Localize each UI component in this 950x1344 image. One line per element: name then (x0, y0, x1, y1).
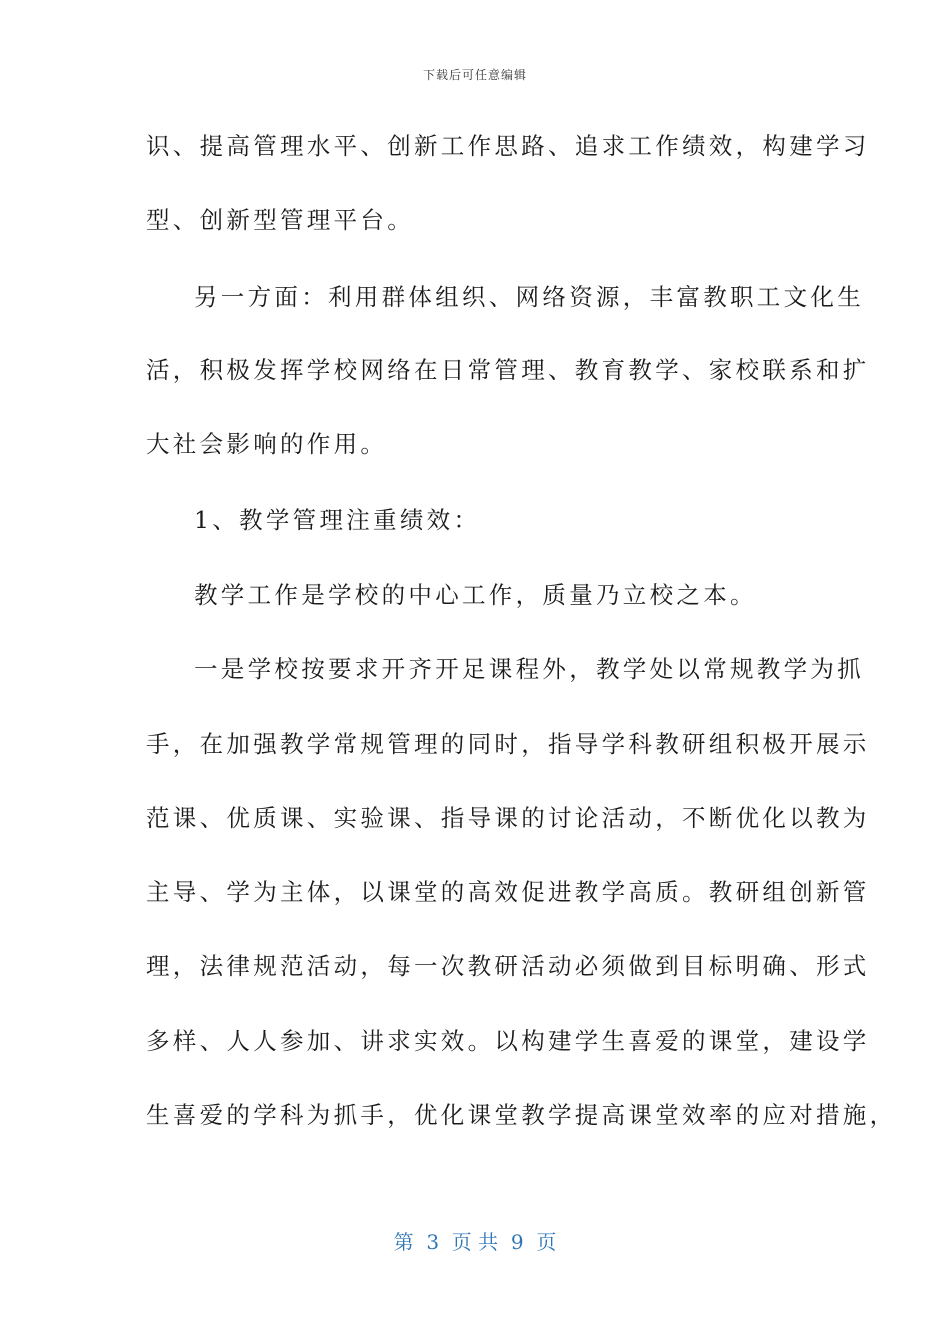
paragraph-start-line: 教学工作是学校的中心工作，质量乃立校之本。 (194, 581, 757, 609)
page-header: 下载后可任意编辑 (422, 68, 527, 82)
page-number-footer: 第 3 页 共 9 页 (393, 1230, 557, 1254)
body-text-line: 大社会影响的作用。 (146, 430, 388, 458)
body-text-line: 活，积极发挥学校网络在日常管理、教育教学、家校联系和扩 (146, 356, 870, 384)
body-text-line: 型、创新型管理平台。 (146, 206, 414, 234)
paragraph-start-line: 一是学校按要求开齐开足课程外，教学处以常规教学为抓 (194, 655, 864, 683)
paragraph-start-line: 另一方面：利用群体组织、网络资源，丰富教职工文化生 (194, 283, 864, 311)
section-heading: 1、教学管理注重绩效： (194, 506, 481, 534)
body-text-line: 识、提高管理水平、创新工作思路、追求工作绩效，构建学习 (146, 132, 870, 160)
body-text-line: 范课、优质课、实验课、指导课的讨论活动，不断优化以教为 (146, 804, 870, 832)
body-text-line: 手，在加强教学常规管理的同时，指导学科教研组积极开展示 (146, 730, 870, 758)
body-text-line: 生喜爱的学科为抓手，优化课堂教学提高课堂效率的应对措施， (146, 1101, 897, 1129)
body-text-line: 多样、人人参加、讲求实效。以构建学生喜爱的课堂，建设学 (146, 1027, 870, 1055)
body-text-line: 主导、学为主体，以课堂的高效促进教学高质。教研组创新管 (146, 878, 870, 906)
body-text-line: 理，法律规范活动，每一次教研活动必须做到目标明确、形式 (146, 952, 870, 980)
